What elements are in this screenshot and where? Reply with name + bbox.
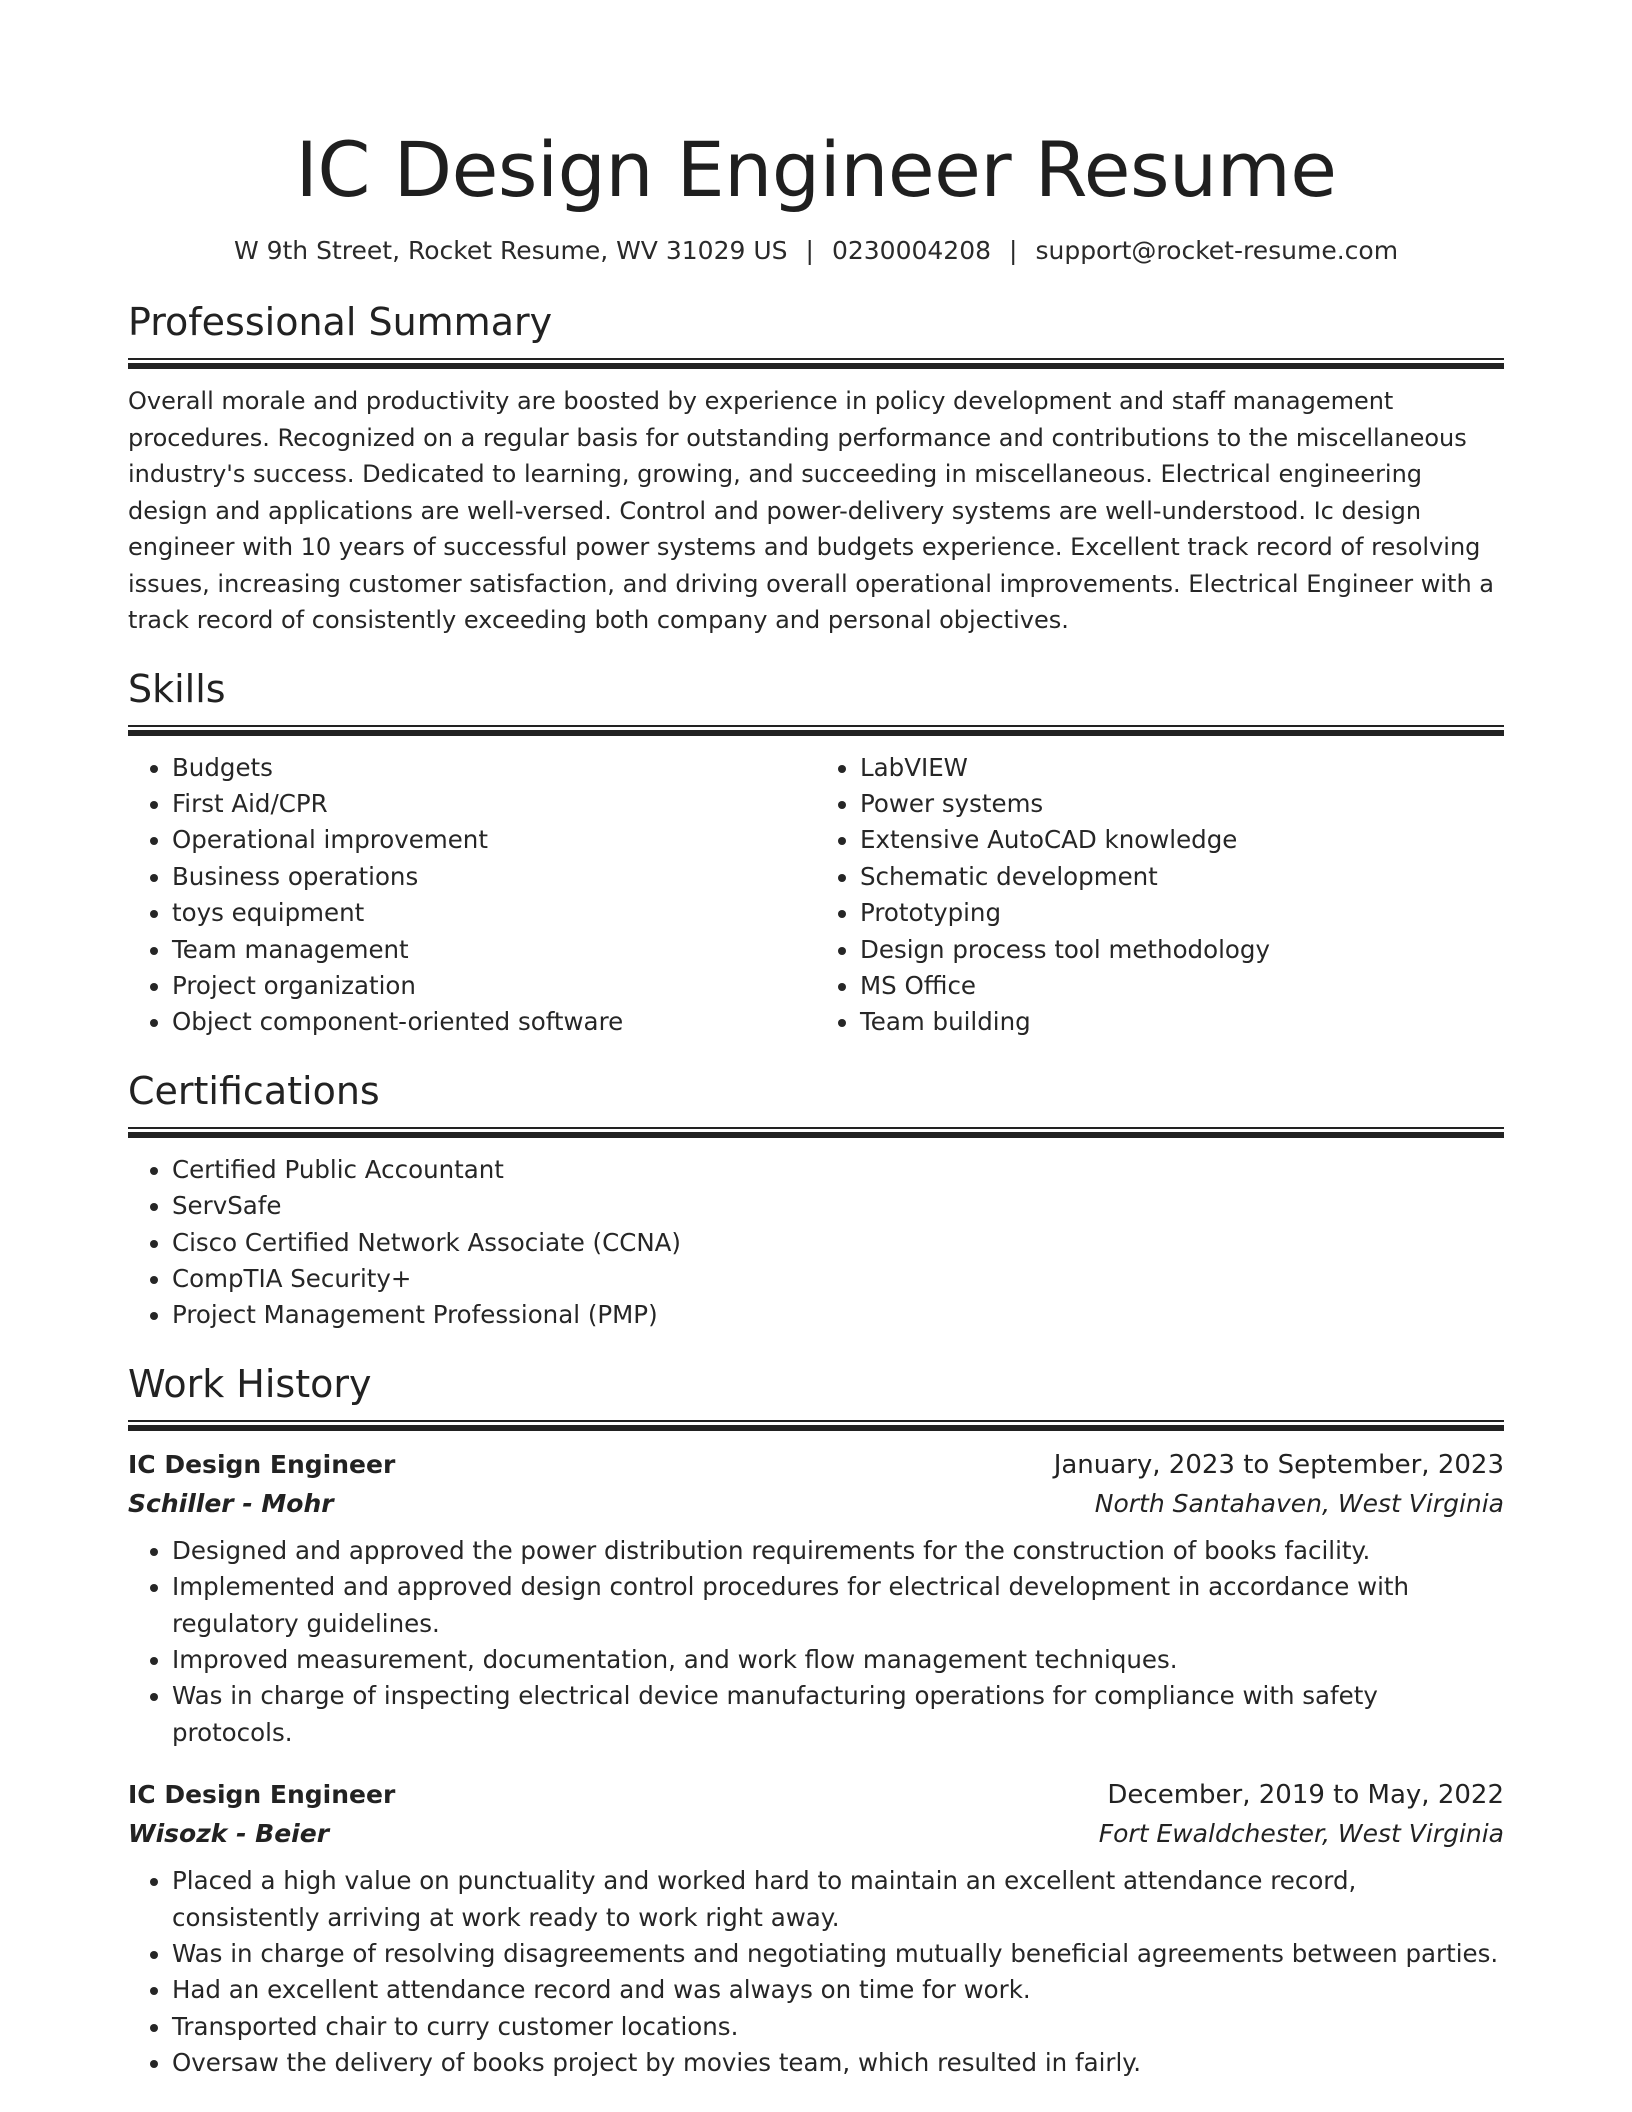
contact-line <box>128 234 1504 268</box>
section-heading-skills: Skills <box>128 666 226 711</box>
job-header <box>128 1445 1504 1485</box>
contact-separator: | <box>1009 236 1018 265</box>
section-heading-summary: Professional Summary <box>128 300 553 344</box>
job-entry <box>128 1775 1504 2081</box>
resume-page <box>128 0 1504 2106</box>
section-heading-work-history: Work History <box>128 1361 372 1406</box>
job-subheader <box>128 1815 1504 1853</box>
skill-item: • Power systems <box>860 786 1504 822</box>
job-bullets <box>128 1863 1504 2081</box>
section-divider <box>128 1127 1504 1138</box>
job-location: Fort Ewaldchester, West Virginia <box>1098 1819 1504 1849</box>
skill-item: • Schematic development <box>860 859 1504 895</box>
contact-email: support@rocket-resume.com <box>1035 236 1399 265</box>
certification-item: • Project Management Professional (PMP) <box>172 1297 1504 1333</box>
certification-item: • ServSafe <box>172 1188 1504 1224</box>
job-company: Schiller - Mohr <box>128 1488 334 1518</box>
skills-list-left <box>128 750 816 1041</box>
job-bullet: • Designed and approved the power distribution requirements for the construction of books facility. <box>172 1533 1504 1569</box>
job-company: Wisozk - Beier <box>128 1819 330 1849</box>
skill-item: • Extensive AutoCAD knowledge <box>860 822 1504 858</box>
skill-item: • MS Office <box>860 968 1504 1004</box>
job-bullet: • Placed a high value on punctuality and worked hard to maintain an excellent attendance record, consistently arriving at work ready to work right away. <box>172 1863 1504 1936</box>
skill-item: • LabVIEW <box>860 750 1504 786</box>
skill-item: • Budgets <box>172 750 816 786</box>
job-bullet: • Had an excellent attendance record and was always on time for work. <box>172 1972 1504 2008</box>
certification-item: • Cisco Certified Network Associate (CCNA) <box>172 1225 1504 1261</box>
skills-section <box>128 665 1504 1041</box>
section-divider <box>128 725 1504 736</box>
skill-item: • Team management <box>172 932 816 968</box>
summary-section <box>128 298 1504 639</box>
section-heading-certifications: Certifications <box>128 1068 380 1113</box>
job-title: IC Design Engineer <box>128 1449 396 1479</box>
job-dates: January, 2023 to September, 2023 <box>1053 1449 1504 1480</box>
skill-item: • Prototyping <box>860 895 1504 931</box>
job-entry <box>128 1445 1504 1751</box>
job-title: IC Design Engineer <box>128 1780 396 1810</box>
certification-item: • CompTIA Security+ <box>172 1261 1504 1297</box>
job-header <box>128 1775 1504 1815</box>
job-location: North Santahaven, West Virginia <box>1094 1488 1504 1518</box>
skill-item: • Team building <box>860 1004 1504 1040</box>
skills-grid <box>128 750 1504 1041</box>
contact-separator: | <box>805 236 814 265</box>
job-bullet: • Transported chair to curry customer locations. <box>172 2009 1504 2045</box>
summary-text: Overall morale and productivity are boosted by experience in policy development and staff management procedures. Recognized on a regular basis for outstanding performance and contributions to the miscellaneous industry's success. Dedicated to learning, growing, and succeeding in miscellaneous. Electrical engineering design and applications are well-versed. Control and power-delivery systems are well-understood. Ic design engineer with 10 years of successful power systems and budgets experience. Excellent track record of resolving issues, increasing customer satisfaction, and driving overall operational improvements. Electrical Engineer with a track record of consistently exceeding both company and personal objectives. <box>128 387 1494 634</box>
job-bullet: • Implemented and approved design control procedures for electrical development in accordance with regulatory guidelines. <box>172 1569 1504 1642</box>
skill-item: • Object component-oriented software <box>172 1004 816 1040</box>
certifications-section <box>128 1067 1504 1334</box>
skill-item: • Project organization <box>172 968 816 1004</box>
skill-item: • Business operations <box>172 859 816 895</box>
job-bullet: • Was in charge of resolving disagreements and negotiating mutually beneficial agreements between parties. <box>172 1936 1504 1972</box>
job-bullet: • Was in charge of inspecting electrical device manufacturing operations for compliance with safety protocols. <box>172 1678 1504 1751</box>
job-bullet: • Improved measurement, documentation, and work flow management techniques. <box>172 1642 1504 1678</box>
contact-phone: 0230004208 <box>831 236 992 265</box>
skill-item: • Operational improvement <box>172 822 816 858</box>
certifications-list <box>128 1152 1504 1334</box>
job-bullets <box>128 1533 1504 1751</box>
skill-item: • toys equipment <box>172 895 816 931</box>
job-bullet: • Oversaw the delivery of books project by movies team, which resulted in fairly. <box>172 2045 1504 2081</box>
job-subheader <box>128 1485 1504 1523</box>
section-divider <box>128 358 1504 369</box>
certification-item: • Certified Public Accountant <box>172 1152 1504 1188</box>
job-dates: December, 2019 to May, 2022 <box>1107 1780 1504 1811</box>
work-history-section <box>128 1360 1504 2082</box>
skills-list-right <box>816 750 1504 1041</box>
skill-item: • First Aid/CPR <box>172 786 816 822</box>
resume-title: IC Design Engineer Resume <box>295 125 1337 214</box>
contact-address: W 9th Street, Rocket Resume, WV 31029 US <box>233 236 788 265</box>
section-divider <box>128 1420 1504 1431</box>
skill-item: • Design process tool methodology <box>860 932 1504 968</box>
